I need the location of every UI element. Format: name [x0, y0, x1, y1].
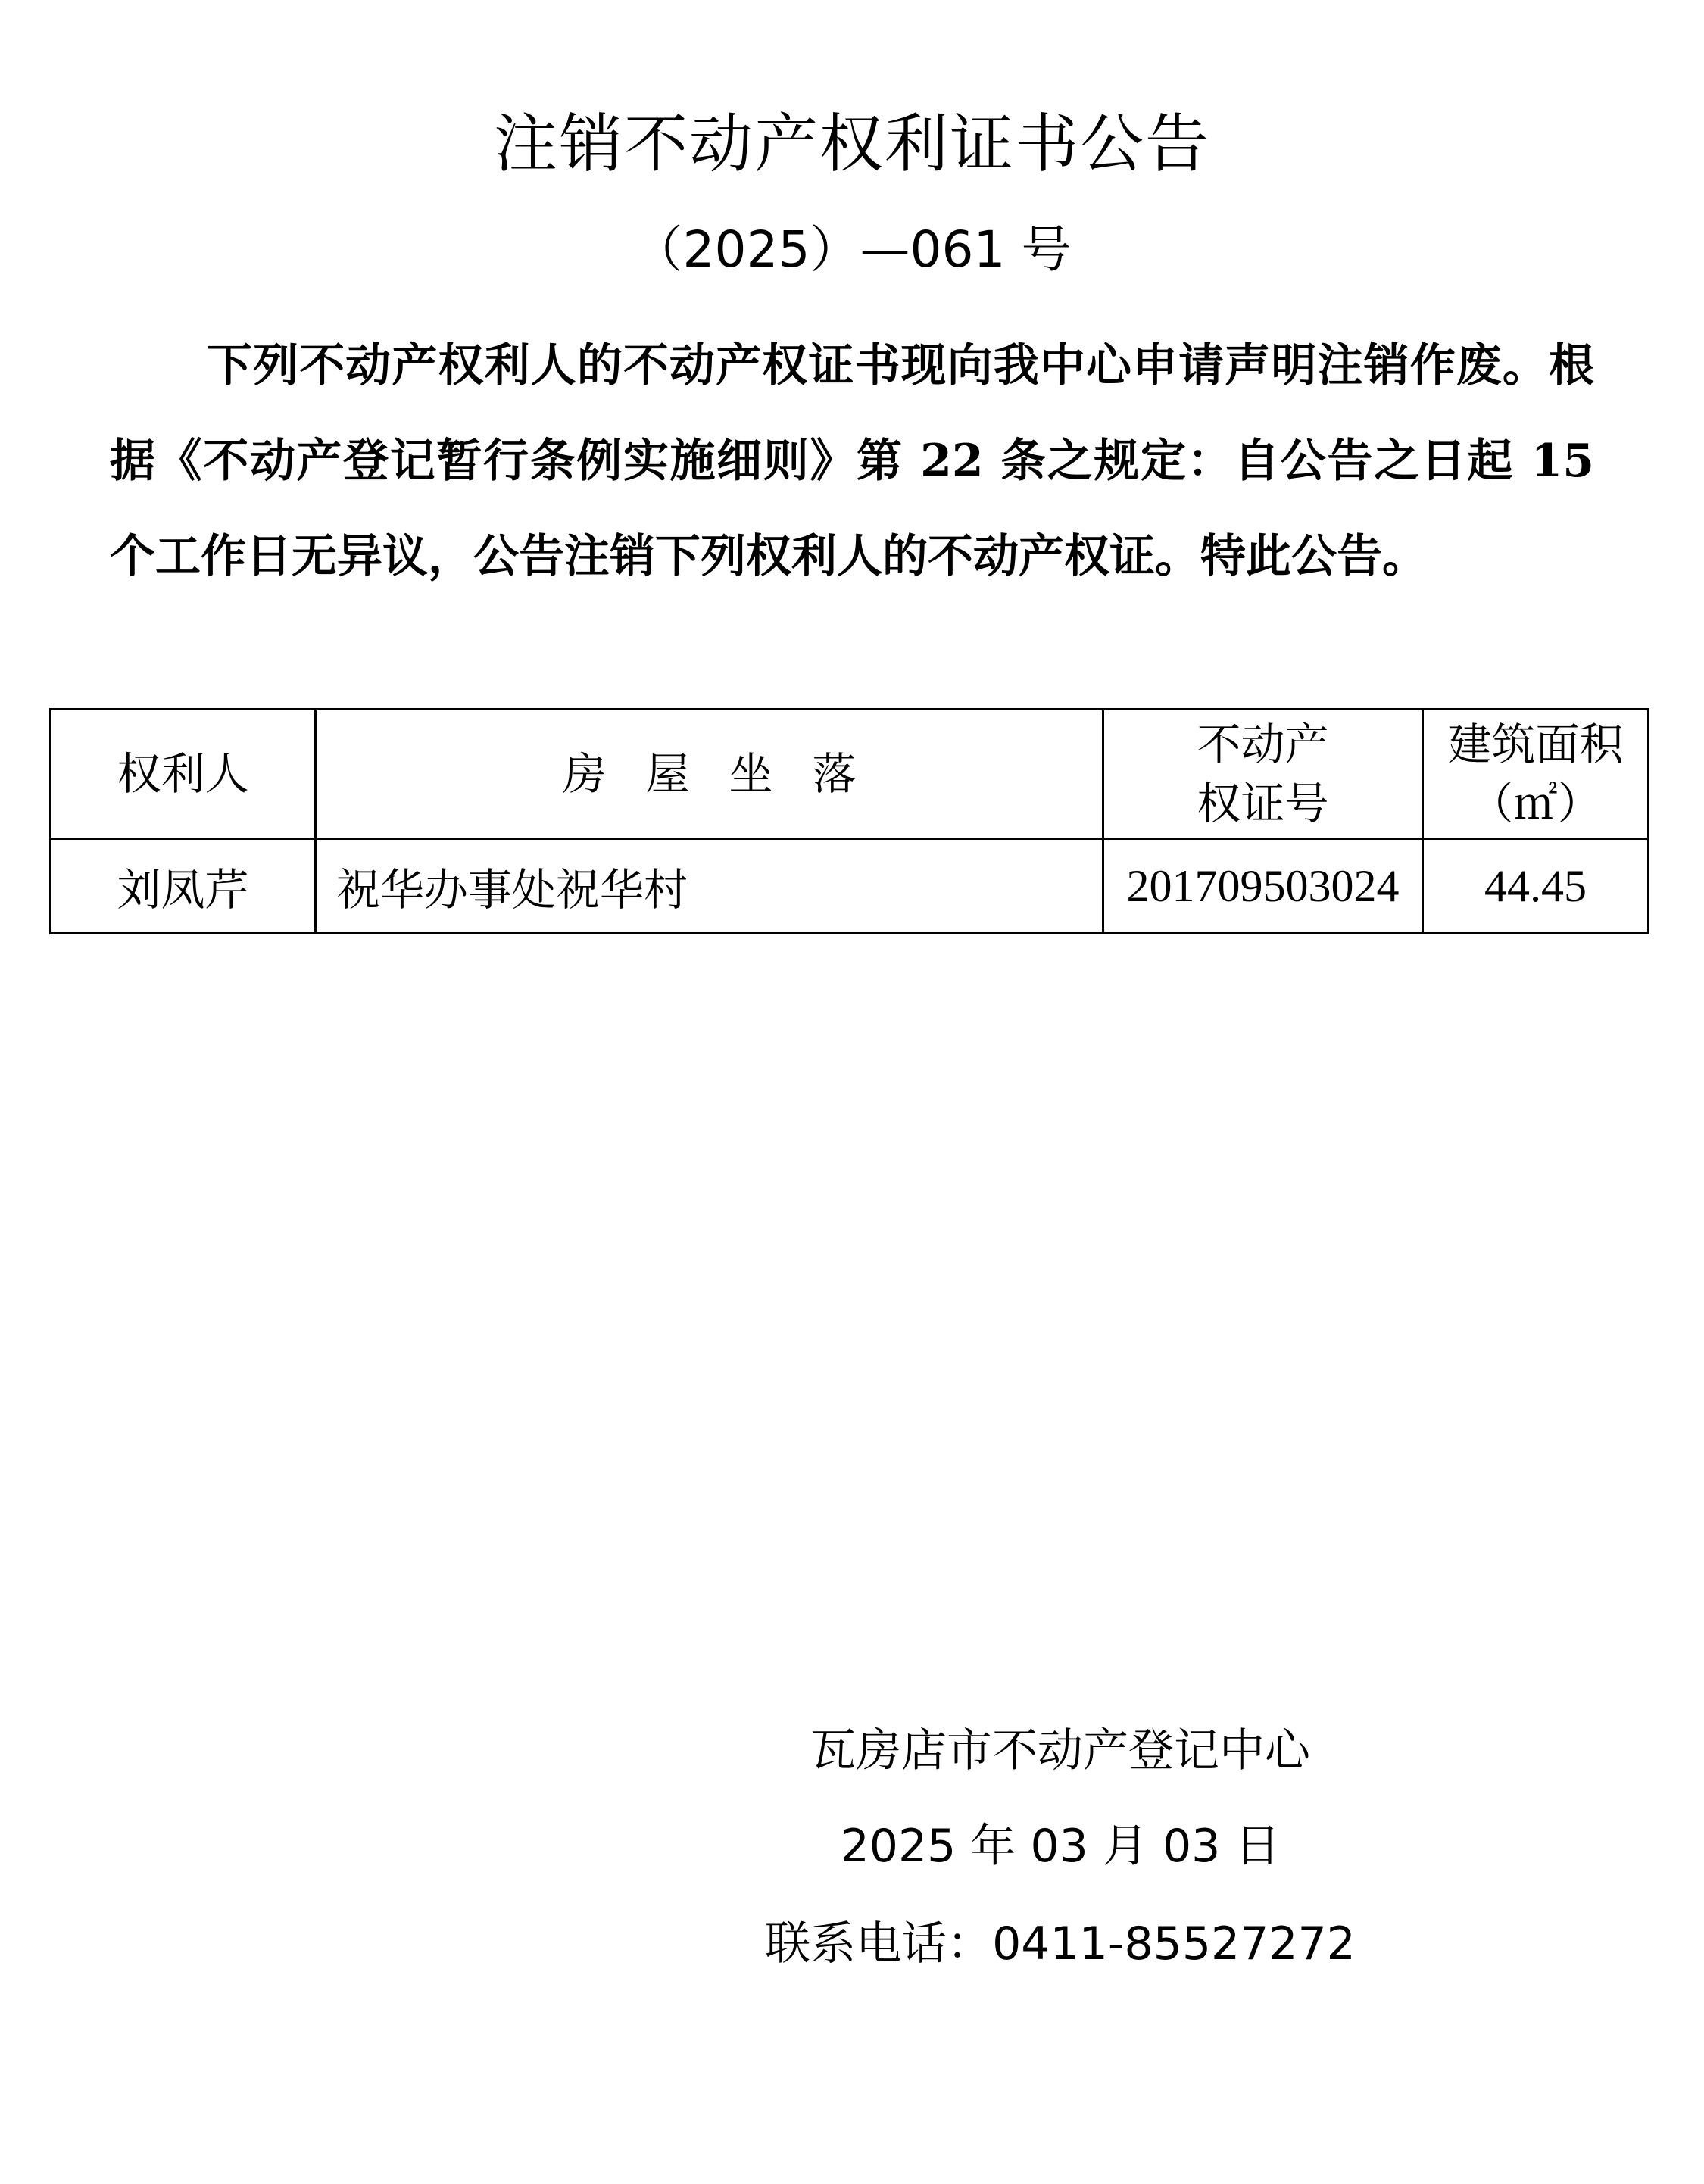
header-location-label: 房屋坐落 [562, 748, 896, 800]
notice-number: （2025）—061 号 [632, 220, 1072, 279]
header-holder: 权利人 [51, 710, 316, 839]
header-area-line2: （㎡） [1469, 778, 1602, 829]
notice-body: 下列不动产权利人的不动产权证书现向我中心申请声明注销作废。根据《不动产登记暂行条例实施细则》第 22 条之规定：自公告之日起 15 个工作日无异议，公告注销下列权利人的不动产权证。特此公告。 [110, 339, 1594, 583]
cell-holder: 刘凤芹 [51, 839, 316, 934]
header-certificate [1103, 710, 1423, 839]
table-header-row [51, 710, 1649, 839]
header-certificate-line1: 不动产 [1197, 719, 1329, 770]
cell-certificate: 201709503024 [1103, 839, 1423, 934]
cell-location: 祝华办事处祝华村 [316, 839, 1103, 934]
header-area [1423, 710, 1649, 839]
issuing-organization: 瓦房店市不动产登记中心 [810, 1724, 1310, 1777]
issue-date: 2025 年 03 月 03 日 [840, 1820, 1281, 1873]
table-row [51, 839, 1649, 934]
notice-title: 注销不动产权利证书公告 [493, 107, 1210, 181]
header-certificate-line2: 权证号 [1197, 778, 1329, 829]
header-area-line1: 建筑面积 [1447, 719, 1624, 770]
header-location [316, 710, 1103, 839]
cell-area: 44.45 [1423, 839, 1649, 934]
contact-phone: 联系电话：0411-85527272 [765, 1917, 1356, 1970]
certificate-table [49, 708, 1649, 934]
